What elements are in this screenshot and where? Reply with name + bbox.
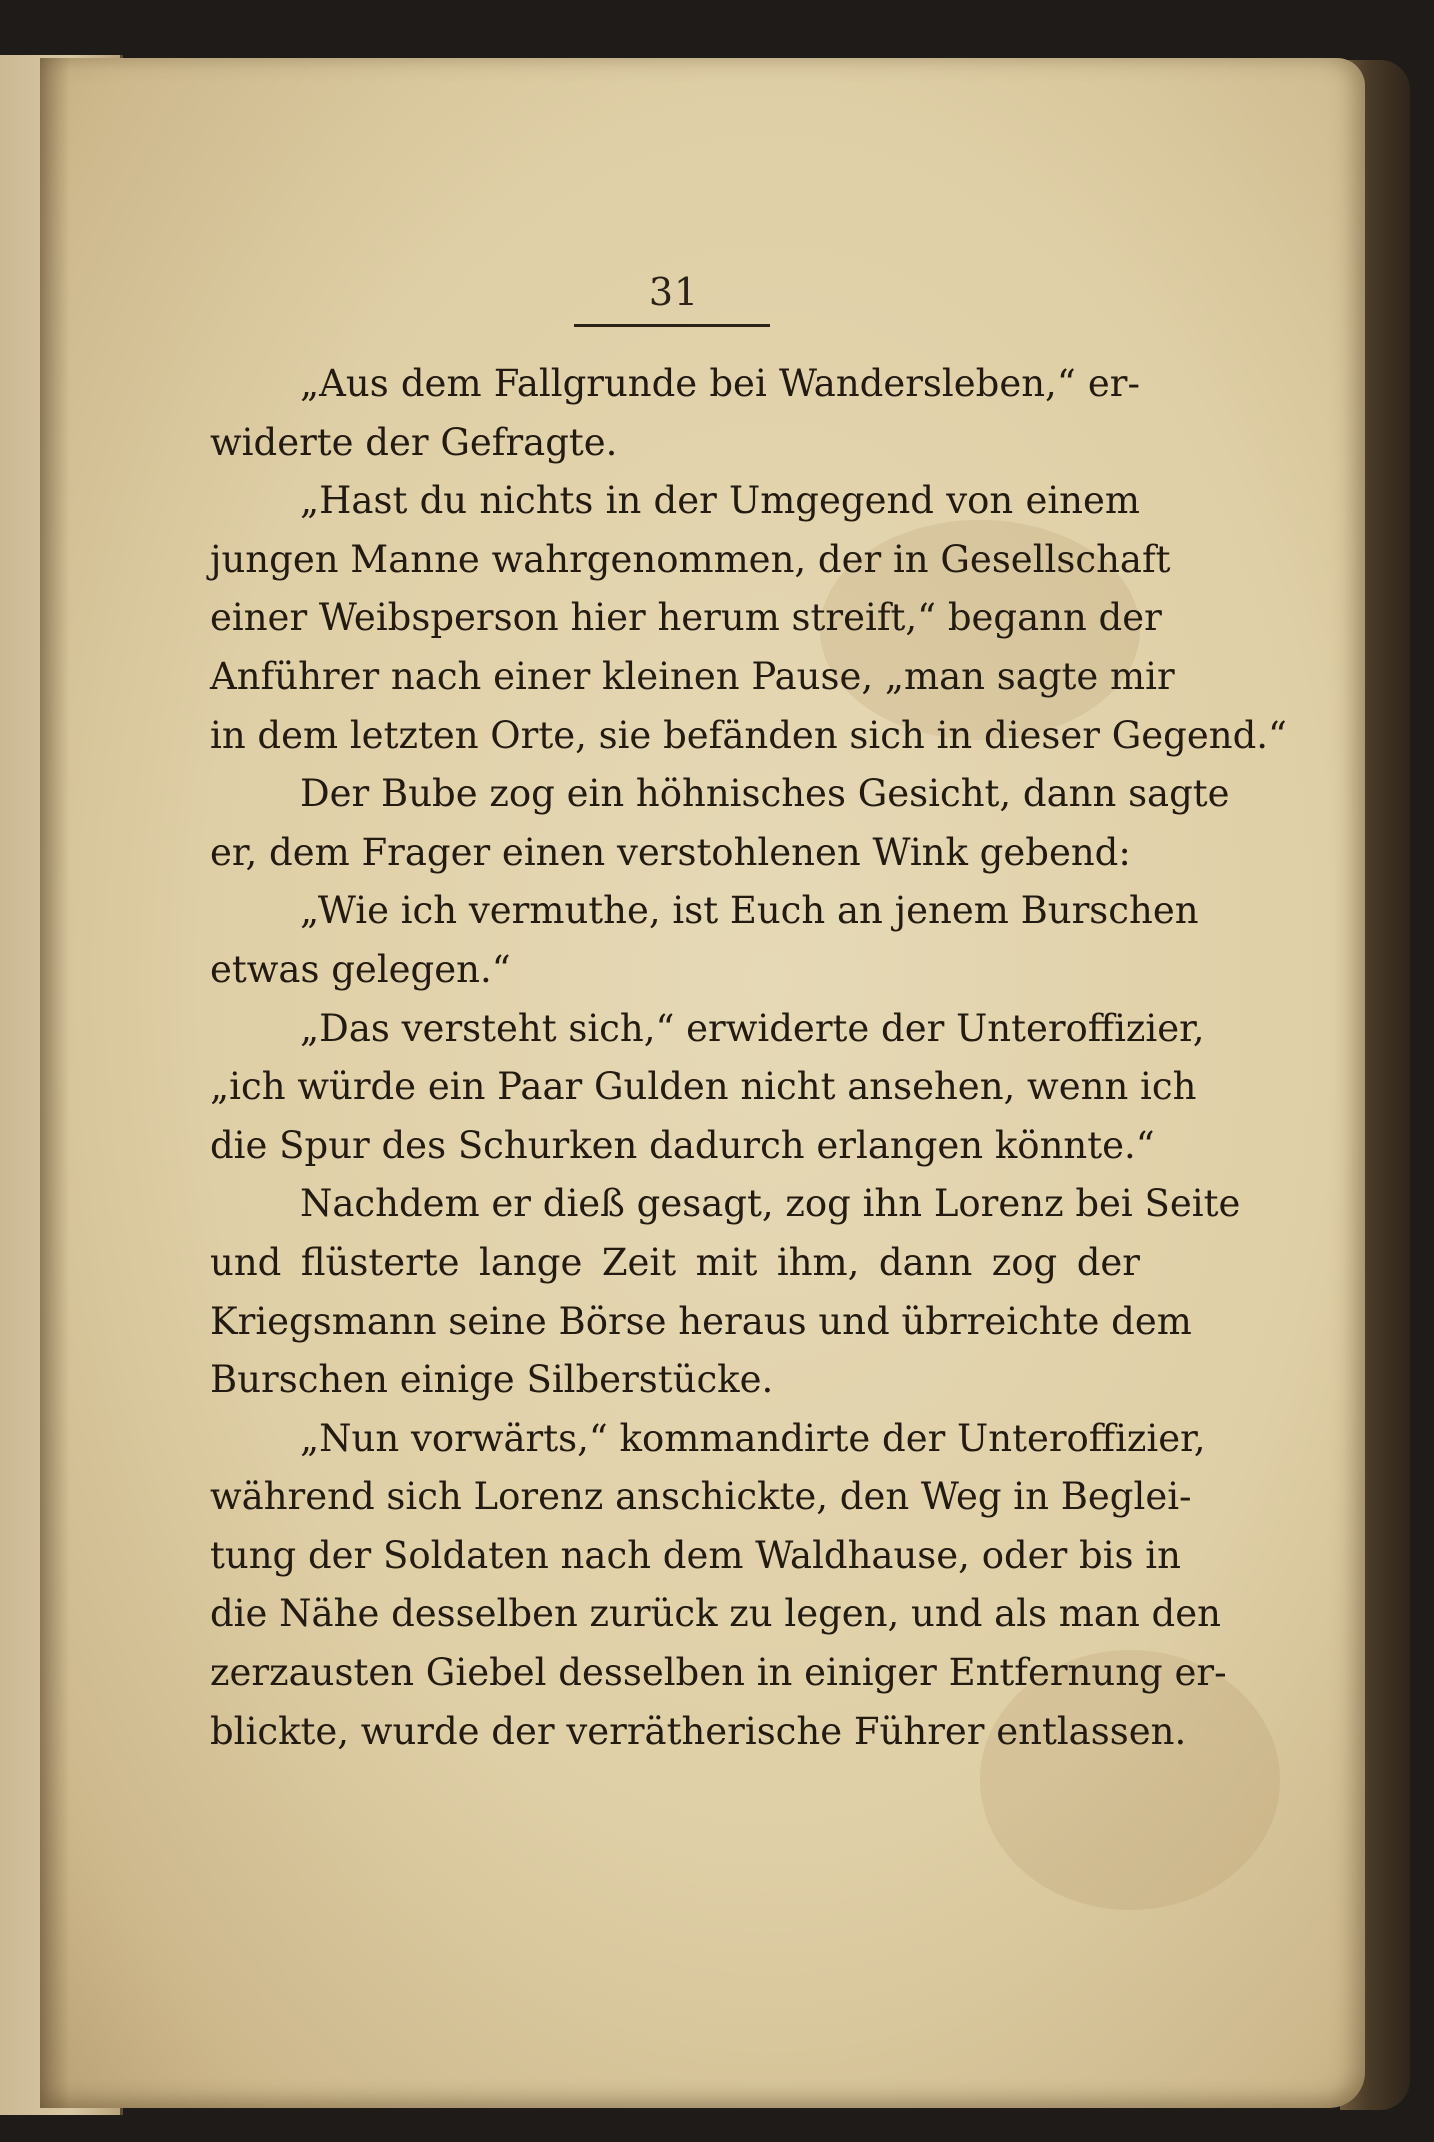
page-gutter-shadow [40, 58, 70, 2108]
text-line: „Wie ich vermuthe, ist Euch an jenem Burschen [300, 889, 1199, 933]
text-line: in dem letzten Orte, sie befänden sich in dieser Gegend.“ [210, 713, 1287, 757]
text-line: zerzausten Giebel desselben in einiger Entfernung er- [210, 1651, 1227, 1695]
text-line: einer Weibsperson hier herum streift,“ begann der [210, 596, 1162, 640]
text-line: er, dem Frager einen verstohlenen Wink gebend: [210, 830, 1131, 874]
text-line: tung der Soldaten nach dem Waldhause, oder bis in [210, 1533, 1181, 1577]
text-line: Kriegsmann seine Börse heraus und übrreichte dem [210, 1299, 1192, 1343]
text-line: die Nähe desselben zurück zu legen, und als man den [210, 1592, 1221, 1636]
page-number-rule [574, 324, 770, 327]
text-line: widerte der Gefragte. [210, 420, 618, 464]
text-line: blickte, wurde der verrätherische Führer entlassen. [210, 1709, 1187, 1753]
text-line: „ich würde ein Paar Gulden nicht ansehen, wenn ich [210, 1065, 1197, 1109]
text-line: Der Bube zog ein höhnisches Gesicht, dann sagte [300, 772, 1230, 816]
text-line: „Das versteht sich,“ erwiderte der Unteroffizier, [300, 1006, 1205, 1050]
text-line: und flüsterte lange Zeit mit ihm, dann zog der [210, 1240, 1140, 1284]
text-line: „Hast du nichts in der Umgegend von einem [300, 479, 1140, 523]
page-number: 31 [648, 270, 700, 314]
text-line: etwas gelegen.“ [210, 947, 511, 991]
text-line: „Aus dem Fallgrunde bei Wandersleben,“ er- [300, 362, 1140, 405]
text-line: Burschen einige Silberstücke. [210, 1358, 774, 1402]
body-text [210, 355, 1287, 1761]
text-line: die Spur des Schurken dadurch erlangen könnte.“ [210, 1123, 1155, 1167]
text-line: Nachdem er dieß gesagt, zog ihn Lorenz bei Seite [300, 1182, 1241, 1226]
text-line: Anführer nach einer kleinen Pause, „man sagte mir [210, 654, 1175, 698]
text-line: „Nun vorwärts,“ kommandirte der Unteroffizier, [300, 1416, 1206, 1460]
text-line: jungen Manne wahrgenommen, der in Gesellschaft [210, 537, 1171, 581]
text-line: während sich Lorenz anschickte, den Weg in Beglei- [210, 1475, 1192, 1519]
